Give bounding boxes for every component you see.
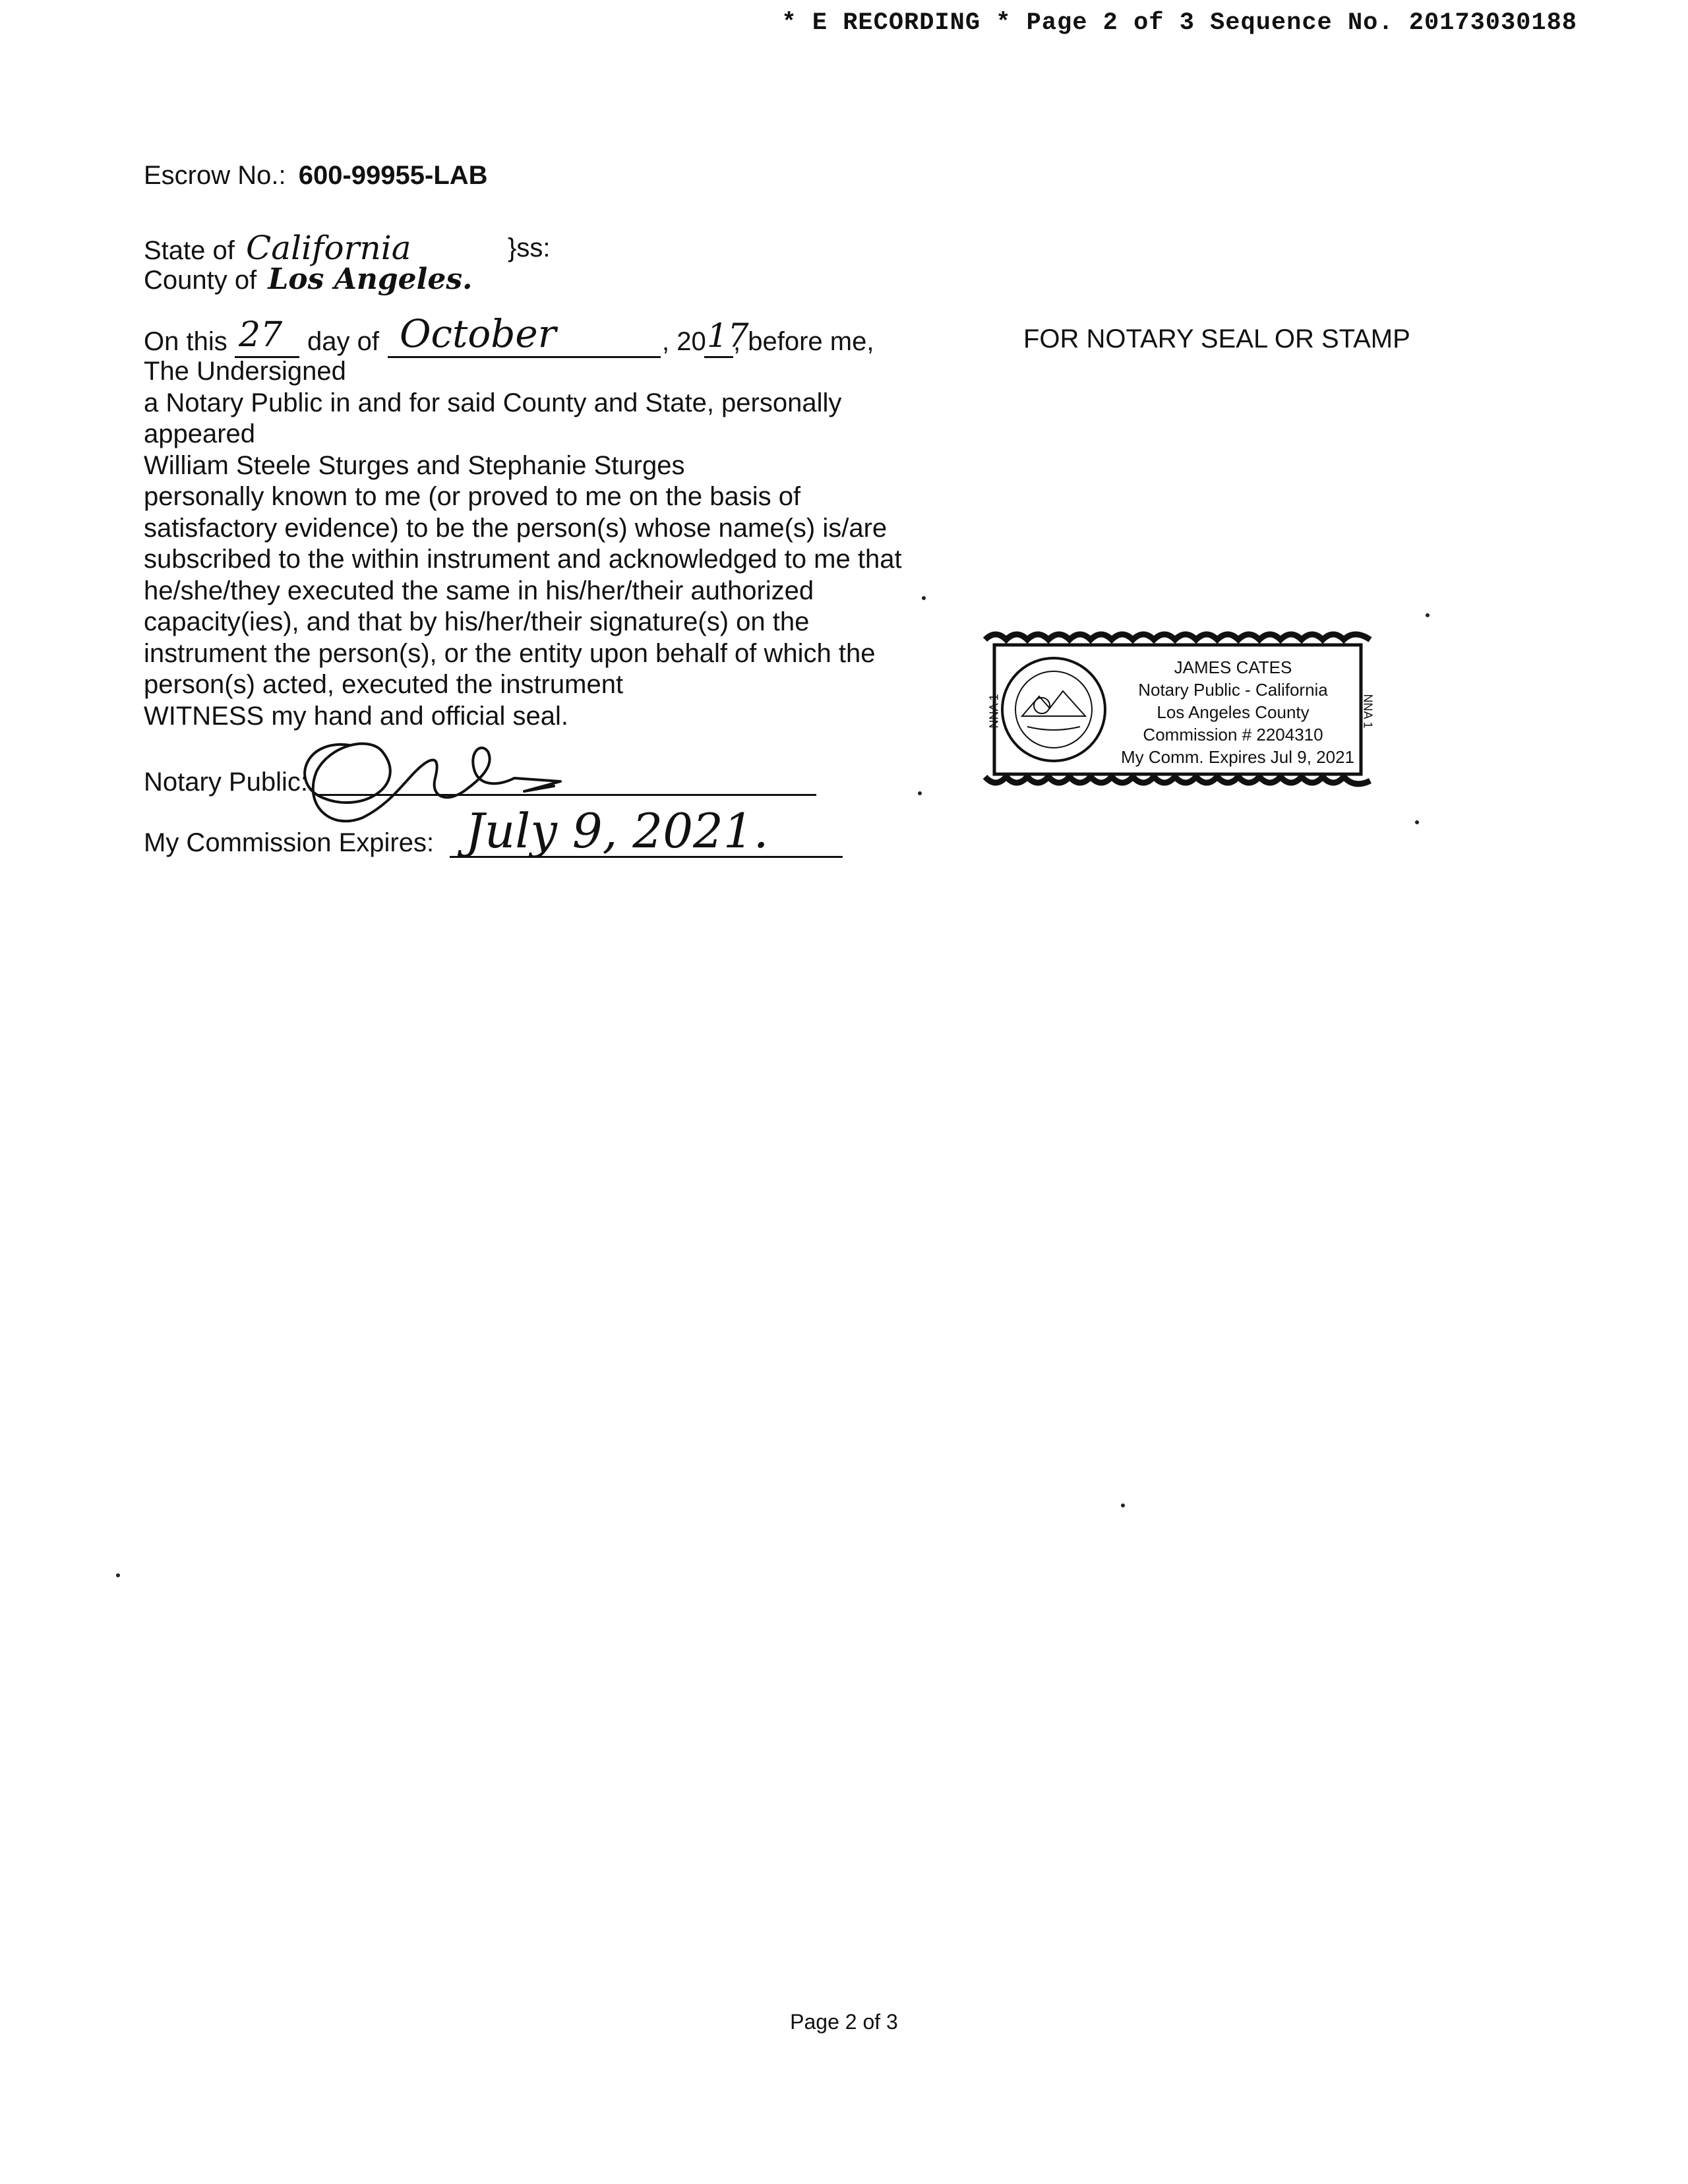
- county-handwritten: Los Angeles.: [268, 262, 473, 296]
- paragraph-line: personally known to me (or proved to me on the basis of: [144, 482, 801, 511]
- scan-speck: [1415, 820, 1419, 824]
- paragraph-line: person(s) acted, executed the instrument: [144, 670, 624, 699]
- recording-header: * E RECORDING * Page 2 of 3 Sequence No. 20173030188: [781, 9, 1577, 37]
- commission-label: My Commission Expires:: [144, 828, 435, 857]
- day-handwritten: 27: [239, 315, 283, 355]
- before-me-label: , before me,: [733, 327, 874, 356]
- paragraph-line: instrument the person(s), or the entity upon behalf of which the: [144, 638, 876, 668]
- state-label: State of: [144, 236, 235, 265]
- stamp-county: Los Angeles County: [1157, 702, 1310, 722]
- page-footer: Page 2 of 3: [790, 2010, 898, 2034]
- paragraph-line: satisfactory evidence) to be the person(s) whose name(s) is/are: [144, 513, 888, 543]
- county-line: [144, 264, 472, 296]
- scan-speck: [1121, 1503, 1125, 1507]
- year-prefix: , 20: [662, 327, 706, 356]
- on-this-label: On this: [144, 327, 227, 356]
- escrow-line: [144, 160, 488, 191]
- notary-public-label: Notary Public:: [144, 768, 308, 797]
- stamp-side-mark-left: NNA 1: [987, 694, 1001, 729]
- scan-speck: [918, 791, 922, 795]
- paragraph-line: subscribed to the within instrument and acknowledged to me that: [144, 545, 902, 574]
- paragraph-line: he/she/they executed the same in his/her/their authorized: [144, 576, 814, 605]
- escrow-label: Escrow No.:: [144, 161, 286, 190]
- scan-speck: [116, 1573, 120, 1577]
- stamp-commission: Commission # 2204310: [1143, 725, 1323, 744]
- county-label: County of: [144, 266, 257, 295]
- day-of-label: day of: [307, 327, 379, 356]
- ss-mark: }ss:: [508, 233, 551, 262]
- seal-caption: FOR NOTARY SEAL OR STAMP: [1023, 324, 1410, 353]
- stamp-title: Notary Public - California: [1138, 680, 1328, 700]
- paragraph-line: a Notary Public in and for said County and State, personally: [144, 388, 842, 417]
- paragraph-line: capacity(ies), and that by his/her/their signature(s) on the: [144, 607, 810, 636]
- scan-speck: [1426, 613, 1430, 617]
- state-handwritten: California: [246, 229, 411, 267]
- escrow-number: 600-99955-LAB: [298, 161, 488, 190]
- paragraph-line: WITNESS my hand and official seal.: [144, 701, 568, 731]
- paragraph-line: appeared: [144, 419, 256, 448]
- notary-stamp-text: [1121, 656, 1355, 768]
- paragraph-line: The Undersigned: [144, 357, 346, 386]
- stamp-side-mark-right: NNA 1: [1361, 694, 1375, 729]
- state-line: [144, 229, 411, 267]
- paragraph-line: William Steele Sturges and Stephanie Sturges: [144, 450, 685, 480]
- commission-handwritten: July 9, 2021.: [466, 803, 769, 859]
- stamp-expires: My Comm. Expires Jul 9, 2021: [1121, 747, 1355, 767]
- year-handwritten: 17: [707, 317, 749, 355]
- acknowledgment-paragraph: [144, 356, 902, 732]
- scan-speck: [922, 596, 926, 600]
- commission-underline: [450, 856, 843, 858]
- month-handwritten: October: [400, 311, 557, 356]
- stamp-name: JAMES CATES: [1174, 657, 1292, 677]
